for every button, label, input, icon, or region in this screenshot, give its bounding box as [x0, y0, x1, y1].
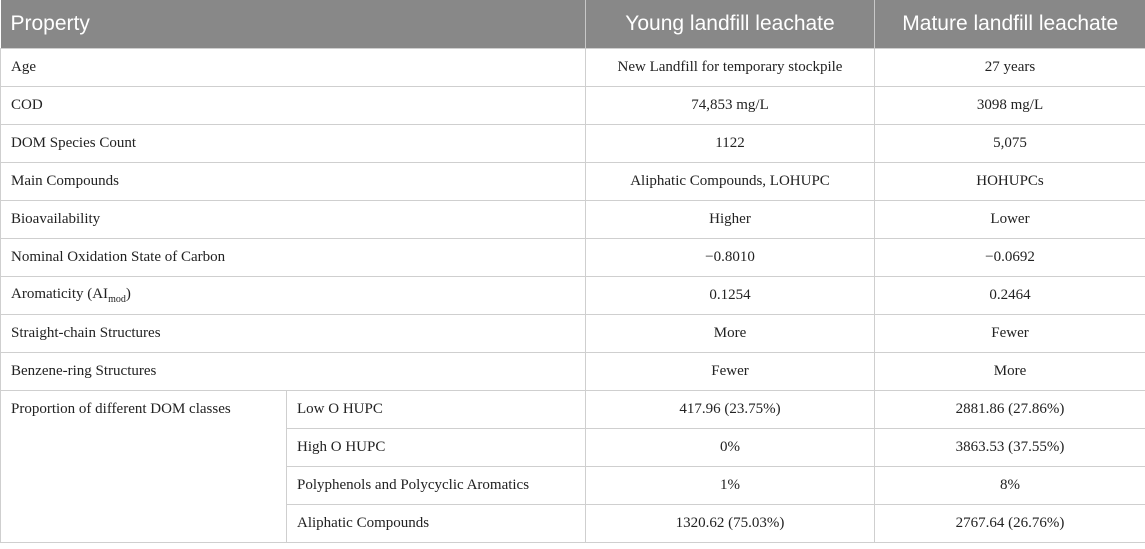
dom-class-young-value: 1320.62 (75.03%) — [586, 504, 875, 542]
row-young-value: 74,853 mg/L — [586, 86, 875, 124]
table-row — [1, 390, 1145, 428]
header-young: Young landfill leachate — [586, 0, 875, 48]
row-young-value: More — [586, 314, 875, 352]
row-young-value: 1122 — [586, 124, 875, 162]
aromaticity-label-suffix: ) — [125, 285, 131, 302]
row-property — [1, 276, 586, 314]
row-mature-value: 3098 mg/L — [875, 86, 1145, 124]
aromaticity-subscript: mod — [108, 293, 126, 305]
row-mature-value: 0.2464 — [875, 276, 1145, 314]
table-row — [1, 238, 1145, 276]
row-mature-value: Lower — [875, 200, 1145, 238]
table-row — [1, 200, 1145, 238]
dom-class-mature-value: 2767.64 (26.76%) — [875, 504, 1145, 542]
header-property: Property — [1, 0, 586, 48]
row-young-value: 0.1254 — [586, 276, 875, 314]
dom-class-name: Low O HUPC — [287, 390, 586, 428]
aromaticity-label: Aromaticity (AI — [11, 285, 109, 302]
table-row — [1, 86, 1145, 124]
row-young-value: −0.8010 — [586, 238, 875, 276]
row-property: COD — [1, 86, 586, 124]
dom-class-young-value: 1% — [586, 466, 875, 504]
table-row — [1, 314, 1145, 352]
table-row — [1, 124, 1145, 162]
row-property: Benzene-ring Structures — [1, 352, 586, 390]
dom-class-young-value: 417.96 (23.75%) — [586, 390, 875, 428]
row-mature-value: 27 years — [875, 48, 1145, 86]
row-mature-value: HOHUPCs — [875, 162, 1145, 200]
row-mature-value: Fewer — [875, 314, 1145, 352]
table-row — [1, 352, 1145, 390]
dom-class-name: Aliphatic Compounds — [287, 504, 586, 542]
header-mature: Mature landfill leachate — [875, 0, 1145, 48]
dom-classes-label: Proportion of different DOM classes — [1, 390, 287, 542]
row-property: Age — [1, 48, 586, 86]
row-property: Main Compounds — [1, 162, 586, 200]
row-young-value: Aliphatic Compounds, LOHUPC — [586, 162, 875, 200]
table-row — [1, 276, 1145, 314]
row-young-value: Higher — [586, 200, 875, 238]
row-property: Nominal Oxidation State of Carbon — [1, 238, 586, 276]
dom-class-mature-value: 3863.53 (37.55%) — [875, 428, 1145, 466]
table-row — [1, 162, 1145, 200]
header-row — [1, 0, 1145, 48]
row-property: Straight-chain Structures — [1, 314, 586, 352]
row-mature-value: 5,075 — [875, 124, 1145, 162]
dom-class-name: Polyphenols and Polycyclic Aromatics — [287, 466, 586, 504]
dom-class-mature-value: 8% — [875, 466, 1145, 504]
row-young-value: New Landfill for temporary stockpile — [586, 48, 875, 86]
row-young-value: Fewer — [586, 352, 875, 390]
dom-class-mature-value: 2881.86 (27.86%) — [875, 390, 1145, 428]
dom-class-young-value: 0% — [586, 428, 875, 466]
row-property: Bioavailability — [1, 200, 586, 238]
table-row — [1, 48, 1145, 86]
row-property: DOM Species Count — [1, 124, 586, 162]
row-mature-value: More — [875, 352, 1145, 390]
dom-class-name: High O HUPC — [287, 428, 586, 466]
row-mature-value: −0.0692 — [875, 238, 1145, 276]
